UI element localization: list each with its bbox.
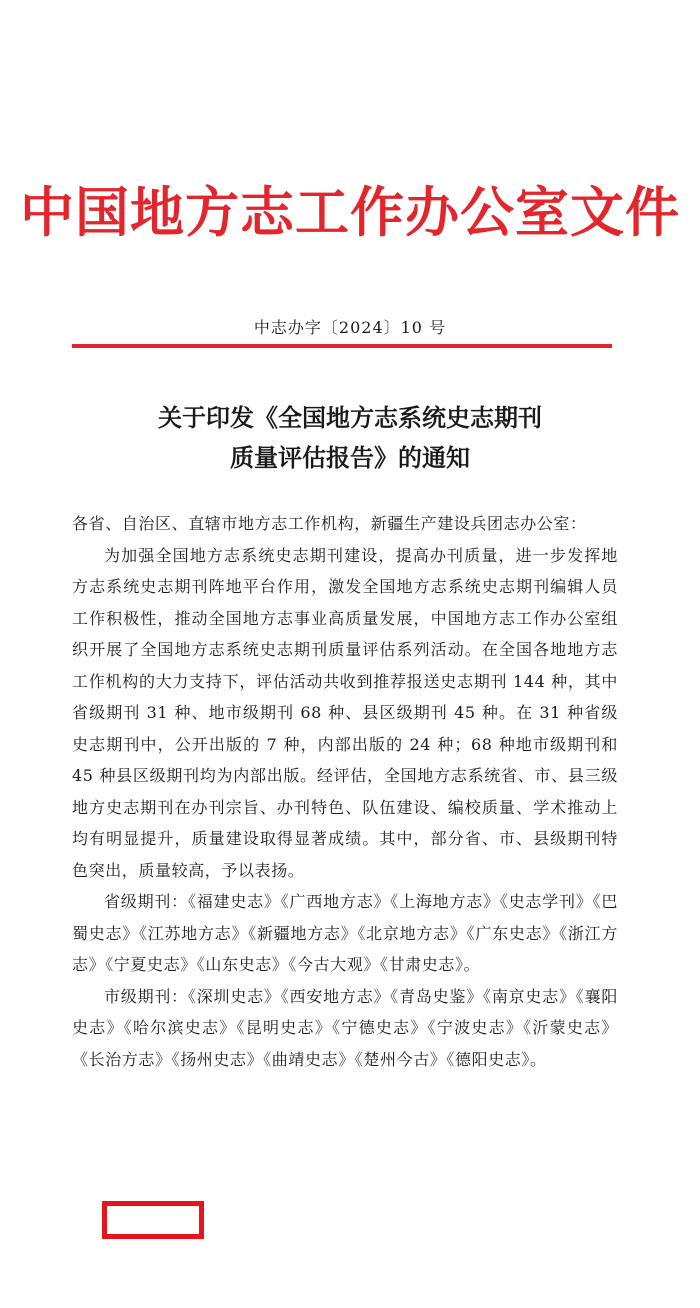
notice-title	[0, 398, 700, 478]
salutation: 各省、自治区、直辖市地方志工作机构，新疆生产建设兵团志办公室：	[72, 514, 587, 533]
municipal-journals-paragraph: 市级期刊：《深圳史志》《西安地方志》《青岛史鉴》《南京史志》《襄阳史志》《哈尔滨史志》《昆明史志》《宁德史志》《宁波史志》《沂蒙史志》《长治方志》《扬州史志》《曲靖史志》《楚州今古》《德阳史志》。	[72, 986, 618, 1069]
provincial-journals-paragraph: 省级期刊：《福建史志》《广西地方志》《上海地方志》《史志学刊》《巴蜀史志》《江苏地方志》《新疆地方志》《北京地方志》《广东史志》《浙江方志》《宁夏史志》《山东史志》《今古大观》《甘肃史志》。	[72, 892, 618, 974]
document-header-title: 中国地方志工作办公室文件	[20, 180, 680, 244]
body-paragraph-1: 为加强全国地方志系统史志期刊建设，提高办刊质量，进一步发挥地方志系统史志期刊阵地平台作用，激发全国地方志系统史志期刊编辑人员工作积极性，推动全国地方志事业高质量发展，中国地方志工作办公室组织开展了全国地方志系统史志期刊质量评估系列活动。在全国各地地方志工作机构的大力支持下，评估活动共收到推荐报送史志期刊 144 种，其中省级期刊 31 种、地市级期刊 68 种、县区级期刊 45 种。在 31 种省级史志期刊中，公开出版的 7 种，内部出版的 24 种；68 种地市级期刊和 45 种县区级期刊均为内部出版。经评估，全国地方志系统省、市、县三级地方史志期刊在办刊宗旨、办刊特色、队伍建设、编校质量、学术推动上均有明显提升，质量建设取得显著成绩。其中，部分省、市、县级期刊特色突出，质量较高，予以表扬。	[72, 545, 618, 880]
red-divider-line	[72, 344, 612, 348]
notice-title-line-2: 质量评估报告》的通知	[230, 443, 470, 472]
document-number: 中志办字〔2024〕10 号	[253, 318, 447, 337]
highlight-annotation-box	[102, 1201, 204, 1239]
document-body	[72, 508, 618, 1075]
notice-title-line-1: 关于印发《全国地方志系统史志期刊	[158, 403, 542, 432]
